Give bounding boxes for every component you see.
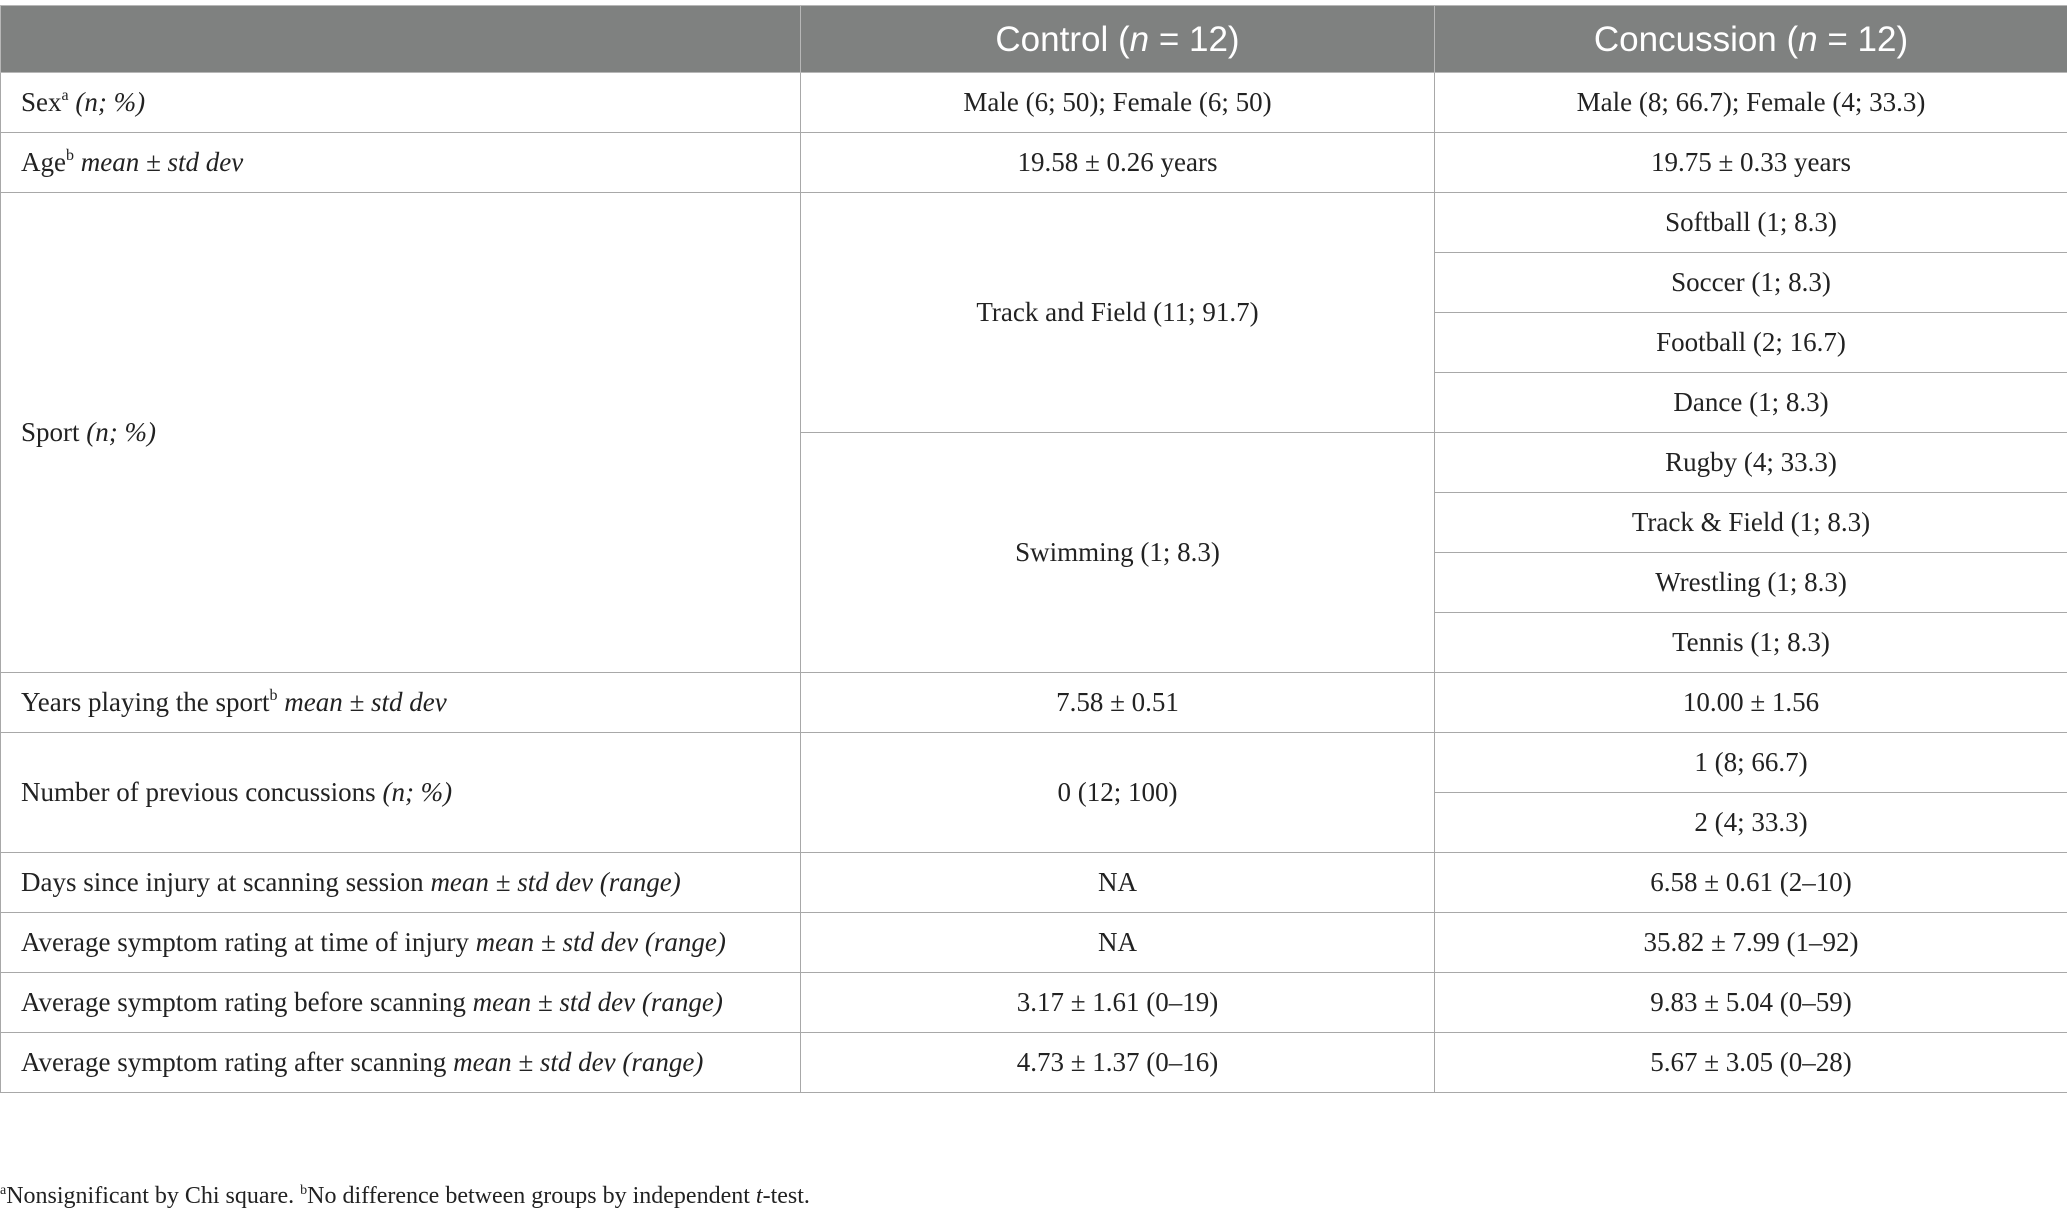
header-blank-cell	[1, 6, 801, 73]
row-days-since-injury	[1, 853, 2067, 913]
control-value: 4.73 ± 1.37 (0–16)	[801, 1033, 1435, 1093]
row-label: Number of previous concussions (n; %)	[1, 733, 801, 853]
row-label: Average symptom rating before scanning mean ± std dev (range)	[1, 973, 801, 1033]
control-value: Male (6; 50); Female (6; 50)	[801, 73, 1435, 133]
control-value: 0 (12; 100)	[801, 733, 1435, 853]
concussion-value: Rugby (4; 33.3)	[1435, 433, 2067, 493]
header-control: Control (n = 12)	[801, 6, 1435, 73]
concussion-value: 5.67 ± 3.05 (0–28)	[1435, 1033, 2067, 1093]
row-symptom-injury	[1, 913, 2067, 973]
concussion-value: 1 (8; 66.7)	[1435, 733, 2067, 793]
header-row	[1, 6, 2067, 73]
control-value: Swimming (1; 8.3)	[801, 433, 1435, 673]
row-previous-concussions	[1, 733, 2067, 793]
row-symptom-after	[1, 1033, 2067, 1093]
concussion-value: Softball (1; 8.3)	[1435, 193, 2067, 253]
concussion-value: Soccer (1; 8.3)	[1435, 253, 2067, 313]
row-label: Average symptom rating at time of injury mean ± std dev (range)	[1, 913, 801, 973]
row-symptom-before	[1, 973, 2067, 1033]
row-years	[1, 673, 2067, 733]
concussion-value: 19.75 ± 0.33 years	[1435, 133, 2067, 193]
concussion-value: 6.58 ± 0.61 (2–10)	[1435, 853, 2067, 913]
row-label: Years playing the sport$^b$ mean ± std dev	[1, 673, 801, 733]
row-label: Days since injury at scanning session mean ± std dev (range)	[1, 853, 801, 913]
row-label: Sex$^a$ (n; %)	[1, 73, 801, 133]
row-sport	[1, 193, 2067, 253]
control-value: NA	[801, 853, 1435, 913]
concussion-value: Dance (1; 8.3)	[1435, 373, 2067, 433]
concussion-value: 9.83 ± 5.04 (0–59)	[1435, 973, 2067, 1033]
table-footnote: $^a$Nonsignificant by Chi square. $^b$No difference between groups by independent t-test.	[0, 1183, 810, 1209]
concussion-value: Wrestling (1; 8.3)	[1435, 553, 2067, 613]
control-value: 3.17 ± 1.61 (0–19)	[801, 973, 1435, 1033]
concussion-value: 10.00 ± 1.56	[1435, 673, 2067, 733]
row-label: Age$^b$ mean ± std dev	[1, 133, 801, 193]
concussion-value: Male (8; 66.7); Female (4; 33.3)	[1435, 73, 2067, 133]
control-value: Track and Field (11; 91.7)	[801, 193, 1435, 433]
concussion-value: Football (2; 16.7)	[1435, 313, 2067, 373]
header-concussion: Concussion (n = 12)	[1435, 6, 2067, 73]
concussion-value: 35.82 ± 7.99 (1–92)	[1435, 913, 2067, 973]
concussion-value: 2 (4; 33.3)	[1435, 793, 2067, 853]
demographics-table	[0, 5, 2067, 1093]
concussion-value: Track & Field (1; 8.3)	[1435, 493, 2067, 553]
row-age	[1, 133, 2067, 193]
control-value: 7.58 ± 0.51	[801, 673, 1435, 733]
control-value: NA	[801, 913, 1435, 973]
row-label: Average symptom rating after scanning mean ± std dev (range)	[1, 1033, 801, 1093]
row-label: Sport (n; %)	[1, 193, 801, 673]
row-sex	[1, 73, 2067, 133]
concussion-value: Tennis (1; 8.3)	[1435, 613, 2067, 673]
control-value: 19.58 ± 0.26 years	[801, 133, 1435, 193]
